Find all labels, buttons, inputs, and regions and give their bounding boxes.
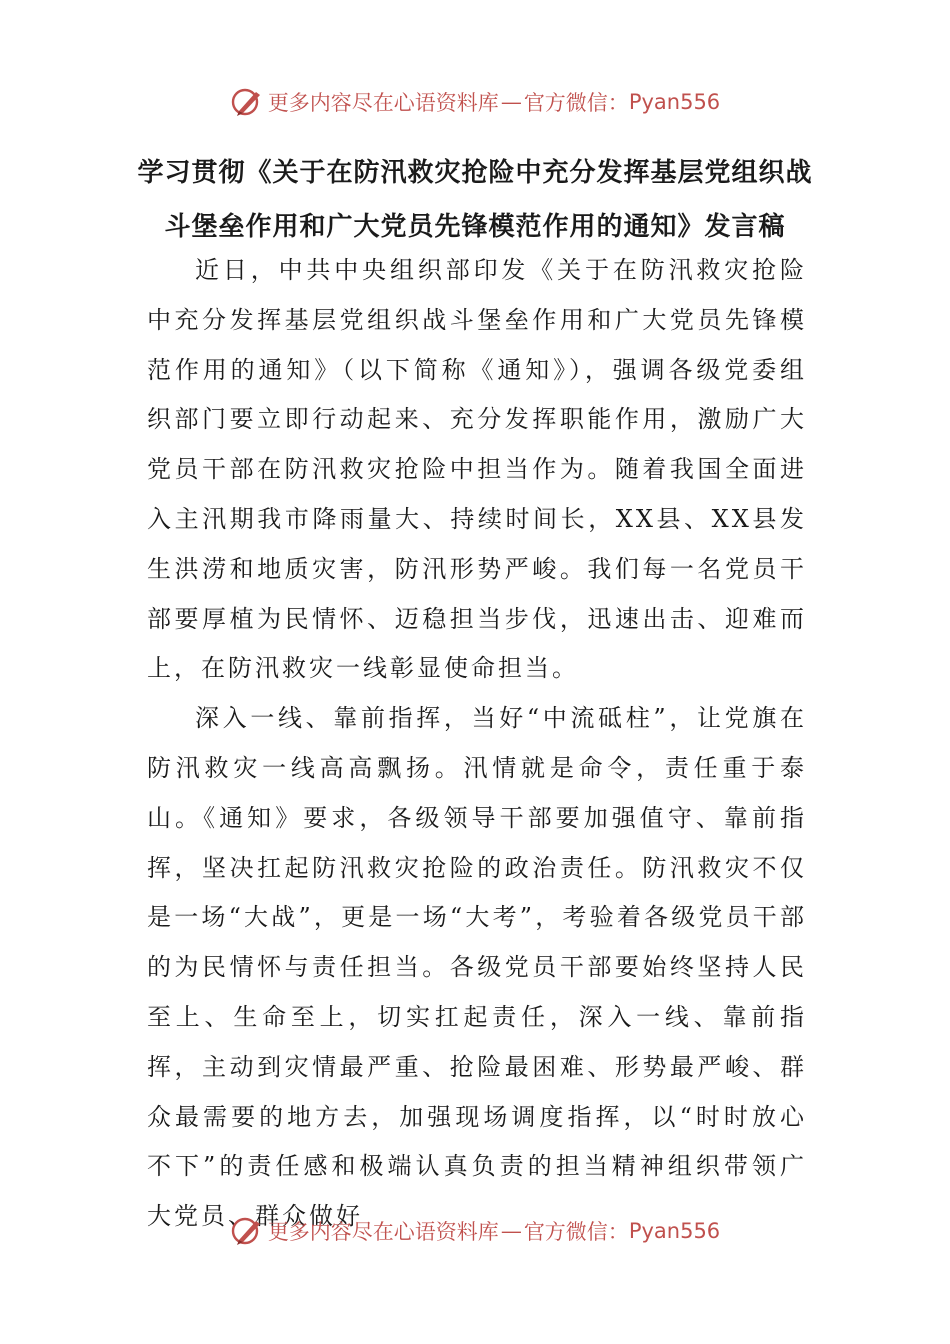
watermark-separator: —: [500, 1219, 522, 1243]
watermark-text: 更多内容尽在心语资料库: [267, 91, 499, 115]
body-paragraph-2: 深入一线、靠前指挥，当好“中流砥柱”，让党旗在防汛救灾一线高高飘扬。汛情就是命令，责任重于泰山。《通知》要求，各级领导干部要加强值守、靠前指挥，坚决扛起防汛救灾抢险的政治责任。防汛救灾不仅是一场“大战”，更是一场“大考”，考验着各级党员干部的为民情怀与责任担当。各级党员干部要始终坚持人民至上、生命至上，切实扛起责任，深入一线、靠前指挥，主动到灾情最严重、抢险最困难、形势最严峻、群众最需要的地方去，加强现场调度指挥，以“时时放心不下”的责任感和极端认真负责的担当精神组织带领广大党员、群众做好: [147, 704, 807, 1231]
watermark-contact: 官方微信：: [523, 1220, 629, 1244]
title-line-1: 学习贯彻《关于在防汛救灾抢险中充分发挥基层党组织战: [137, 158, 813, 188]
title-line-2: 斗堡垒作用和广大党员先锋模范作用的通知》发言稿: [164, 212, 786, 242]
pen-logo-icon: [230, 1214, 264, 1248]
header-watermark: [0, 82, 950, 122]
footer-watermark: [0, 1211, 950, 1251]
watermark-wechat-id: Pyan556: [628, 1219, 721, 1243]
document-body: [147, 246, 807, 1242]
watermark-wechat-id: Pyan556: [628, 90, 721, 114]
body-paragraph-1: 近日，中共中央组织部印发《关于在防汛救灾抢险中充分发挥基层党组织战斗堡垒作用和广大党员先锋模范作用的通知》（以下简称《通知》），强调各级党委组织部门要立即行动起来、充分发挥职能作用，激励广大党员干部在防汛救灾抢险中担当作为。随着我国全面进入主汛期我市降雨量大、持续时间长，XX县、XX县发生洪涝和地质灾害，防汛形势严峻。我们每一名党员干部要厚植为民情怀、迈稳担当步伐，迅速出击、迎难而上，在防汛救灾一线彰显使命担当。: [147, 256, 807, 683]
pen-logo-icon: [230, 85, 264, 119]
watermark-separator: —: [500, 90, 522, 114]
watermark-contact: 官方微信：: [523, 91, 629, 115]
document-title: [100, 146, 850, 254]
watermark-text: 更多内容尽在心语资料库: [267, 1220, 499, 1244]
